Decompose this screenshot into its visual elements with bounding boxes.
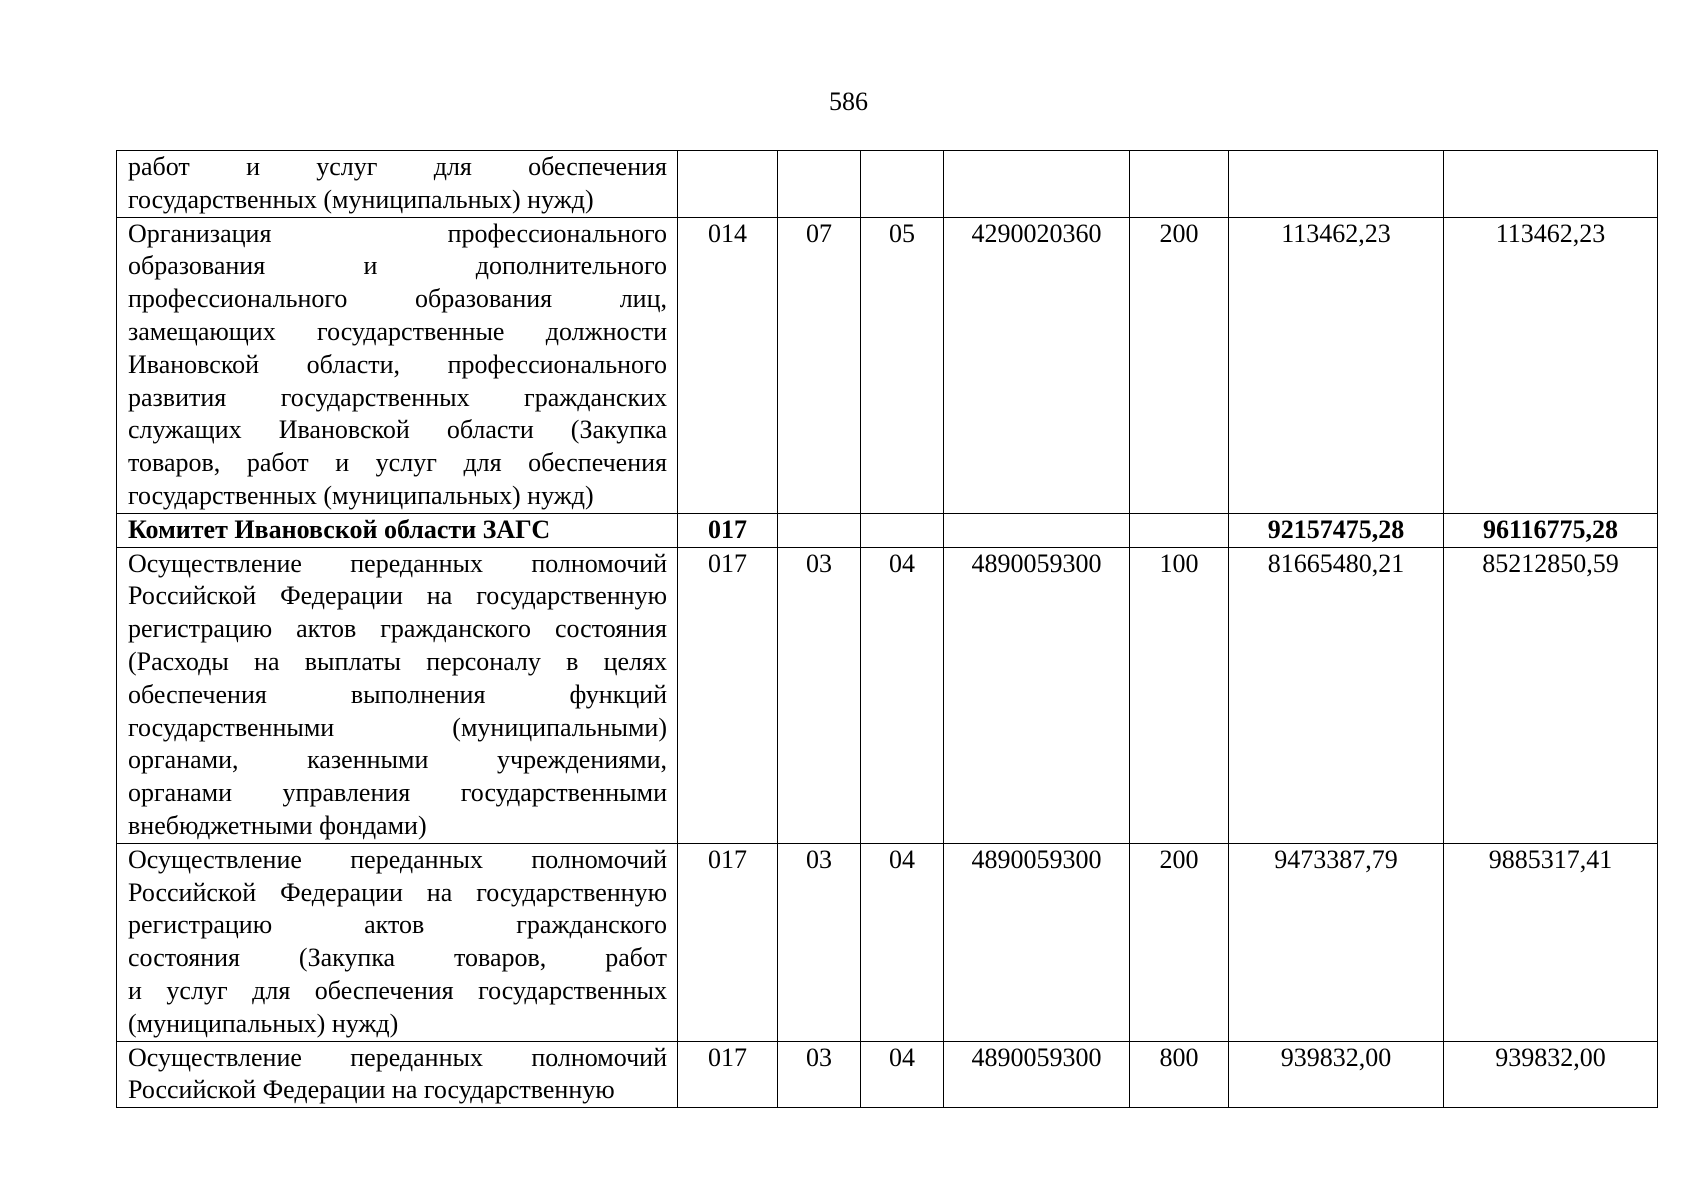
amount-year-2-cell: 113462,23 bbox=[1444, 217, 1658, 513]
target-article-cell: 4890059300 bbox=[944, 547, 1130, 843]
amount-year-2-cell: 96116775,28 bbox=[1444, 513, 1658, 547]
description-line: Осуществление переданных полномочий bbox=[128, 548, 667, 578]
description-line: Комитет Ивановской области ЗАГС bbox=[128, 514, 551, 544]
expense-description bbox=[128, 548, 667, 843]
amount-year-1-cell bbox=[1229, 151, 1444, 218]
section-code-cell: 03 bbox=[778, 547, 861, 843]
expense-type-cell: 200 bbox=[1130, 217, 1229, 513]
amount-year-1-cell: 9473387,79 bbox=[1229, 843, 1444, 1041]
description-line: обеспечения выполнения функций bbox=[128, 679, 667, 709]
target-article-cell bbox=[944, 513, 1130, 547]
description-line: государственных (муниципальных) нужд) bbox=[128, 184, 594, 214]
description-line: товаров, работ и услуг для обеспечения bbox=[128, 448, 667, 478]
subsection-code-cell: 05 bbox=[861, 217, 944, 513]
table-row bbox=[117, 843, 1658, 1041]
section-code-cell bbox=[778, 151, 861, 218]
expense-type-cell bbox=[1130, 151, 1229, 218]
ministry-code-cell: 017 bbox=[678, 1041, 778, 1108]
ministry-code-cell bbox=[678, 151, 778, 218]
description-line: регистрацию актов гражданского состояния bbox=[128, 614, 667, 644]
amount-year-1-cell: 81665480,21 bbox=[1229, 547, 1444, 843]
description-line: профессионального образования лиц, bbox=[128, 284, 667, 314]
description-line: образования и дополнительного bbox=[128, 251, 667, 281]
target-article-cell: 4890059300 bbox=[944, 1041, 1130, 1108]
amount-year-2-cell: 939832,00 bbox=[1444, 1041, 1658, 1108]
description-line: регистрацию актов гражданского bbox=[128, 910, 667, 940]
description-line: (муниципальных) нужд) bbox=[128, 1008, 399, 1038]
description-line: замещающих государственные должности bbox=[128, 316, 667, 346]
description-line: Организация профессионального bbox=[128, 218, 667, 248]
description-line: работ и услуг для обеспечения bbox=[128, 152, 667, 181]
amount-year-1-cell: 939832,00 bbox=[1229, 1041, 1444, 1108]
section-code-cell: 03 bbox=[778, 1041, 861, 1108]
section-code-cell bbox=[778, 513, 861, 547]
subsection-code-cell bbox=[861, 151, 944, 218]
description-line: Российской Федерации на государственную bbox=[128, 581, 667, 611]
page-number: 586 bbox=[829, 87, 868, 116]
ministry-code-cell: 017 bbox=[678, 513, 778, 547]
target-article-cell: 4890059300 bbox=[944, 843, 1130, 1041]
amount-year-1-cell: 92157475,28 bbox=[1229, 513, 1444, 547]
subsection-code-cell: 04 bbox=[861, 1041, 944, 1108]
expense-description-cell bbox=[117, 217, 678, 513]
description-line: органами управления государственными bbox=[128, 778, 667, 808]
expense-type-cell bbox=[1130, 513, 1229, 547]
amount-year-2-cell bbox=[1444, 151, 1658, 218]
amount-year-2-cell: 85212850,59 bbox=[1444, 547, 1658, 843]
table-row bbox=[117, 513, 1658, 547]
target-article-cell bbox=[944, 151, 1130, 218]
description-line: Осуществление переданных полномочий bbox=[128, 844, 667, 874]
expense-description-cell bbox=[117, 843, 678, 1041]
expense-description bbox=[128, 1042, 667, 1108]
description-line: Российской Федерации на государственную bbox=[128, 877, 667, 907]
description-line: развития государственных гражданских bbox=[128, 382, 667, 412]
section-code-cell: 03 bbox=[778, 843, 861, 1041]
expense-description bbox=[128, 218, 667, 513]
table-row bbox=[117, 1041, 1658, 1108]
table-body bbox=[117, 151, 1658, 1108]
expense-description-cell bbox=[117, 513, 678, 547]
target-article-cell: 4290020360 bbox=[944, 217, 1130, 513]
subsection-code-cell bbox=[861, 513, 944, 547]
expense-type-cell: 800 bbox=[1130, 1041, 1229, 1108]
ministry-code-cell: 017 bbox=[678, 843, 778, 1041]
table-row bbox=[117, 151, 1658, 218]
expense-description-cell bbox=[117, 151, 678, 218]
expense-description bbox=[128, 151, 667, 217]
section-code-cell: 07 bbox=[778, 217, 861, 513]
expense-type-cell: 200 bbox=[1130, 843, 1229, 1041]
description-line: служащих Ивановской области (Закупка bbox=[128, 415, 667, 445]
table-row bbox=[117, 217, 1658, 513]
description-line: (Расходы на выплаты персоналу в целях bbox=[128, 646, 667, 676]
description-line: государственными (муниципальными) bbox=[128, 712, 667, 742]
description-line: и услуг для обеспечения государственных bbox=[128, 975, 667, 1005]
subsection-code-cell: 04 bbox=[861, 843, 944, 1041]
amount-year-1-cell: 113462,23 bbox=[1229, 217, 1444, 513]
ministry-code-cell: 017 bbox=[678, 547, 778, 843]
expense-description-cell bbox=[117, 547, 678, 843]
amount-year-2-cell: 9885317,41 bbox=[1444, 843, 1658, 1041]
expense-description bbox=[128, 844, 667, 1041]
ministry-code-cell: 014 bbox=[678, 217, 778, 513]
description-line: состояния (Закупка товаров, работ bbox=[128, 943, 667, 973]
description-line: Осуществление переданных полномочий bbox=[128, 1042, 667, 1072]
budget-table bbox=[116, 150, 1658, 1108]
expense-description-cell bbox=[117, 1041, 678, 1108]
description-line: Российской Федерации на государственную bbox=[128, 1075, 615, 1105]
expense-type-cell: 100 bbox=[1130, 547, 1229, 843]
description-line: органами, казенными учреждениями, bbox=[128, 745, 667, 775]
subsection-code-cell: 04 bbox=[861, 547, 944, 843]
description-line: государственных (муниципальных) нужд) bbox=[128, 480, 594, 510]
table-row bbox=[117, 547, 1658, 843]
expense-description bbox=[128, 514, 667, 547]
description-line: внебюджетными фондами) bbox=[128, 810, 427, 840]
description-line: Ивановской области, профессионального bbox=[128, 349, 667, 379]
